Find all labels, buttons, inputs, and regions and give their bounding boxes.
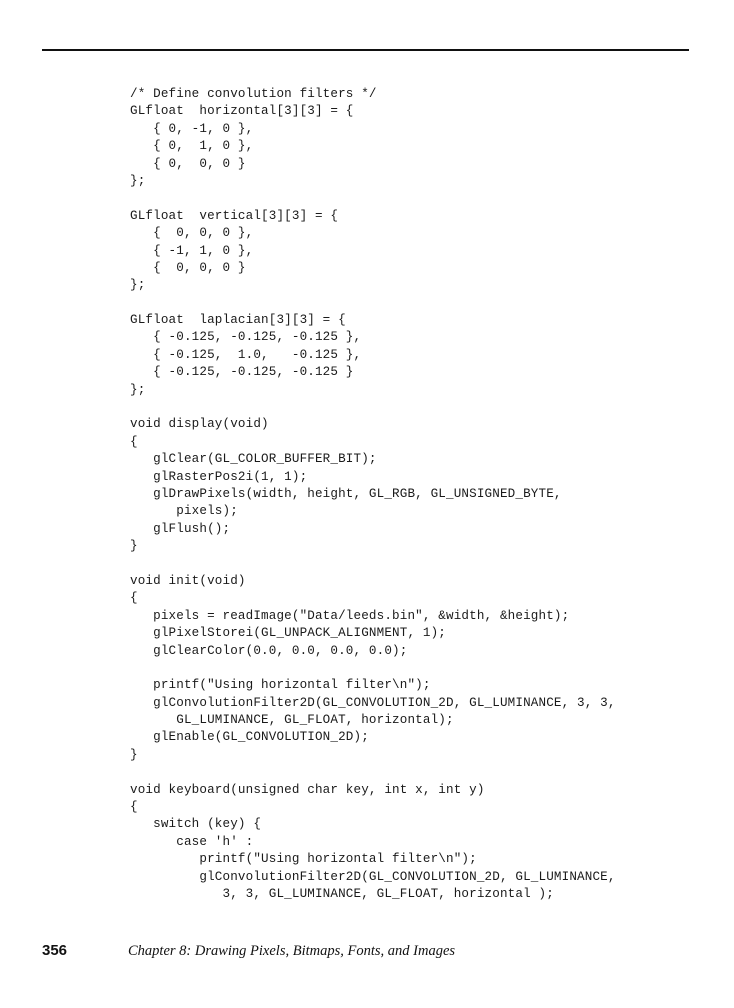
code-line: { -0.125, -0.125, -0.125 }, bbox=[130, 330, 362, 345]
code-line: /* Define convolution filters */ bbox=[130, 87, 377, 101]
code-line: GLfloat vertical[3][3] = { bbox=[130, 208, 339, 223]
code-line: glConvolutionFilter2D(GL_CONVOLUTION_2D, GL_LUMINANCE, 3, 3, bbox=[130, 695, 616, 710]
code-line: glPixelStorei(GL_UNPACK_ALIGNMENT, 1); bbox=[130, 626, 447, 641]
code-line: } bbox=[130, 539, 138, 554]
code-line bbox=[130, 399, 616, 416]
code-line: glClearColor(0.0, 0.0, 0.0, 0.0); bbox=[130, 643, 408, 658]
code-line: 3, 3, GL_LUMINANCE, GL_FLOAT, horizontal ); bbox=[130, 886, 554, 901]
header-rule bbox=[42, 49, 689, 51]
code-line: GL_LUMINANCE, GL_FLOAT, horizontal); bbox=[130, 713, 454, 728]
code-line: { bbox=[130, 434, 138, 449]
code-line: }; bbox=[130, 173, 146, 188]
page-number: 356 bbox=[42, 942, 68, 959]
code-line: { 0, 1, 0 }, bbox=[130, 139, 254, 154]
code-line: GLfloat horizontal[3][3] = { bbox=[130, 104, 354, 119]
running-footer: Chapter 8: Drawing Pixels, Bitmaps, Fonts, and Images bbox=[128, 943, 456, 959]
code-line: { bbox=[130, 591, 138, 606]
code-line: }; bbox=[130, 278, 146, 293]
code-line: switch (key) { bbox=[130, 817, 262, 832]
code-line: printf("Using horizontal filter\n"); bbox=[130, 852, 477, 867]
code-line bbox=[130, 190, 616, 207]
code-line: GLfloat laplacian[3][3] = { bbox=[130, 313, 346, 328]
code-line: pixels = readImage("Data/leeds.bin", &width, &height); bbox=[130, 608, 570, 623]
code-line bbox=[130, 660, 616, 677]
code-line: { 0, 0, 0 }, bbox=[130, 226, 254, 241]
code-line: glRasterPos2i(1, 1); bbox=[130, 469, 308, 484]
code-line: { -0.125, 1.0, -0.125 }, bbox=[130, 347, 362, 362]
code-line: void keyboard(unsigned char key, int x, int y) bbox=[130, 782, 485, 797]
code-listing bbox=[130, 86, 616, 903]
code-line: glEnable(GL_CONVOLUTION_2D); bbox=[130, 730, 369, 745]
code-line: { bbox=[130, 800, 138, 815]
code-line bbox=[130, 556, 616, 573]
code-line: { 0, -1, 0 }, bbox=[130, 121, 254, 136]
code-line: } bbox=[130, 747, 138, 762]
code-line: { -0.125, -0.125, -0.125 } bbox=[130, 365, 354, 380]
code-line: printf("Using horizontal filter\n"); bbox=[130, 678, 431, 693]
code-line: glFlush(); bbox=[130, 521, 231, 536]
code-line: }; bbox=[130, 382, 146, 397]
code-line bbox=[130, 295, 616, 312]
code-line: { 0, 0, 0 } bbox=[130, 260, 246, 275]
code-line: void init(void) bbox=[130, 573, 246, 588]
code-line: case 'h' : bbox=[130, 834, 254, 849]
code-line: void display(void) bbox=[130, 417, 269, 432]
code-line: glConvolutionFilter2D(GL_CONVOLUTION_2D, GL_LUMINANCE, bbox=[130, 869, 616, 884]
code-line: glClear(GL_COLOR_BUFFER_BIT); bbox=[130, 452, 377, 467]
code-line: { 0, 0, 0 } bbox=[130, 156, 246, 171]
code-line: glDrawPixels(width, height, GL_RGB, GL_UNSIGNED_BYTE, bbox=[130, 486, 562, 501]
code-line: pixels); bbox=[130, 504, 238, 519]
code-line: { -1, 1, 0 }, bbox=[130, 243, 254, 258]
code-line bbox=[130, 764, 616, 781]
